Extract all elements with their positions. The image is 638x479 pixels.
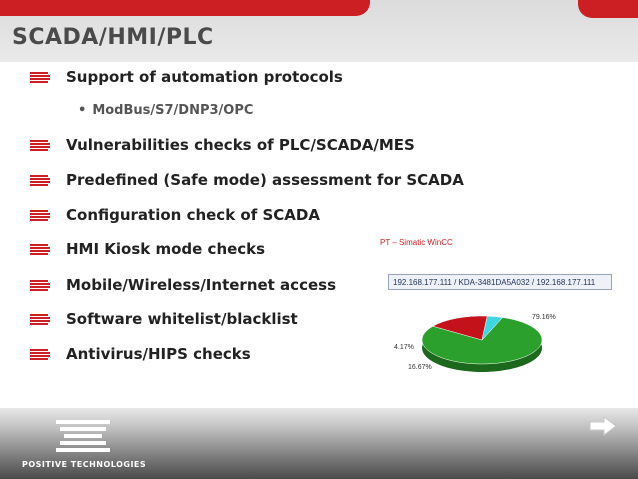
bullet-marker-icon — [30, 72, 50, 83]
sub-bullet — [78, 103, 253, 118]
bullet-label: Support of automation protocols — [66, 68, 343, 86]
sub-bullet-dot-icon: • — [78, 103, 87, 118]
bullet-label: HMI Kiosk mode checks — [66, 240, 266, 258]
bullet-marker-icon — [30, 244, 50, 255]
bullet-label: Vulnerabilities checks of PLC/SCADA/MES — [66, 136, 415, 154]
logo-text: POSITIVE TECHNOLOGIES — [22, 460, 147, 469]
bullet-marker-icon — [30, 349, 50, 360]
pie-label-red: 16.67% — [408, 364, 432, 371]
bullet-item — [30, 345, 251, 363]
bullet-marker-icon — [30, 280, 50, 291]
bullet-item — [30, 206, 320, 224]
bullet-item — [30, 276, 336, 294]
title-accent-left — [0, 0, 370, 16]
pie-label-green: 79.16% — [532, 314, 556, 321]
bullet-label: Software whitelist/blacklist — [66, 310, 298, 328]
bullet-label: Antivirus/HIPS checks — [66, 345, 251, 363]
bullet-item — [30, 68, 343, 86]
slide-title: SCADA/HMI/PLC — [12, 25, 214, 50]
inset-screenshot — [374, 236, 626, 382]
bullet-label: Predefined (Safe mode) assessment for SCADA — [66, 171, 464, 189]
bullet-marker-icon — [30, 314, 50, 325]
inset-header: 192.168.177.111 / KDA-3481DA5A032 / 192.168.177.111 — [388, 274, 612, 290]
pie-label-cyan: 4.17% — [394, 344, 414, 351]
bullet-item — [30, 171, 464, 189]
positive-technologies-logo-icon — [56, 420, 110, 456]
bullet-label: Mobile/Wireless/Internet access — [66, 276, 336, 294]
pie-chart — [374, 236, 626, 382]
bullet-marker-icon — [30, 140, 50, 151]
bullet-marker-icon — [30, 210, 50, 221]
title-bar — [0, 0, 638, 62]
bullet-label: Configuration check of SCADA — [66, 206, 320, 224]
bullet-item — [30, 136, 415, 154]
bullet-item — [30, 240, 265, 258]
sub-bullet-label: ModBus/S7/DNP3/OPC — [92, 103, 254, 118]
bullet-marker-icon — [30, 175, 50, 186]
title-accent-right — [578, 0, 638, 18]
next-arrow-icon[interactable] — [588, 416, 618, 436]
inset-caption: PT – Simatic WinCC — [380, 238, 453, 247]
bullet-item — [30, 310, 298, 328]
